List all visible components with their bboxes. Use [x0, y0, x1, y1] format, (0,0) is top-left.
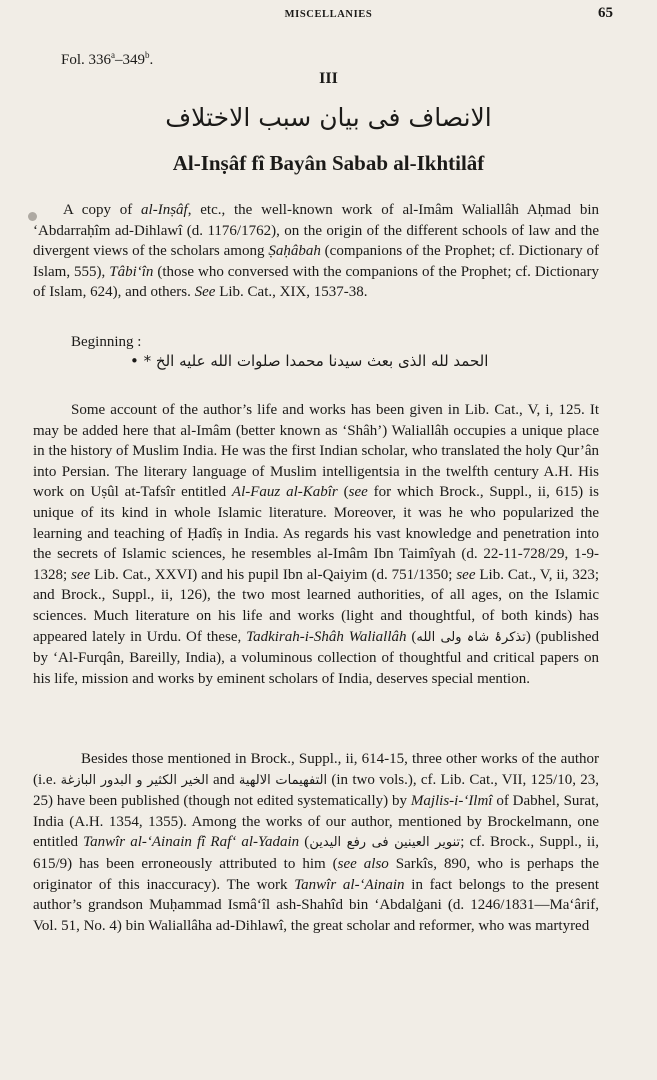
- paragraph-author-account: Some account of the author’s life and works has been given in Lib. Cat., V, i, 125. It may be added here that al-Imâm (better known as ‘Shâh’) Waliallâh occupies a unique place in the history of Muslim India. He was the first Indian scholar, who translated the holy Qur’ân into Persian. The literary language of Muslim intelligentsia in the twelfth century A.H. His work on Uṣûl at-Tafsîr entitled Al-Fauz al-Kabîr (see for which Brock., Suppl., ii, 615) is unique of its kind in whole Islamic literature. Moreover, it was he who popularized the learning and teaching of Ḥadîṣ in India. As regards his vast knowledge and penetration into the secrets of Islamic sciences, he resembles al-Imâm Ibn Taimîyah (d. 22-11-728/29, 1-9-1328; see Lib. Cat., XXVI) and his pupil Ibn al-Qaiyim (d. 751/1350; see Lib. Cat., V, ii, 323; and Brock., Suppl., ii, 126), the two most learned authorities, of all ages, on the Islamic sciences. Much literature on his life and works (light and thoughtful, of both kinds) has appeared lately in Urdu. Of these, Tadkirah-i-Shâh Waliallâh (تذکرۂ شاہ ولی الله) (published by ‘Al-Furqân, Bareilly, India), a voluminous collection of thoughtful and critical papers on his life, mission and works by eminent scholars of India, deserves special mention.: [33, 402, 600, 687]
- latin-title: Al-Inṣâf fî Bayân Sabab al-Ikhtilâf: [172, 151, 485, 175]
- paragraph-description: A copy of al-Inṣâf, etc., the well-known work of al-Imâm Waliallâh Aḥmad bin ‘Abdarraḥîm ad-Dihlawî (d. 1176/1762), on the origin of the different schools of law and the divergent views of the scholars among Ṣaḥâbah (companions of the Prophet; cf. Dictionary of Islam, 555), Tâbi‘în (those who conversed with the companions of the Prophet; cf. Dictionary of Islam, 624), and others. See Lib. Cat., XIX, 1537-38.: [33, 202, 599, 301]
- running-head: MISCELLANIES: [284, 9, 373, 20]
- folio-reference: Fol. 336$^a$–349$^b$.: [61, 50, 154, 68]
- page-number: 65: [598, 5, 613, 21]
- beginning-label: Beginning :: [71, 334, 142, 350]
- section-number: III: [319, 70, 338, 87]
- arabic-title: الانصاف فی بیان سبب الاختلاف: [165, 103, 492, 132]
- beginning-arabic-line: • * الحمد لله الذی بعث سیدنا محمدا صلوات الله علیه الخ: [130, 352, 489, 370]
- paragraph-other-works: Besides those mentioned in Brock., Suppl., ii, 614-15, three other works of the author (i.e. الخیر الکثیر و البدور البازغة and التفهیمات الالهیة (in two vols.), cf. Lib. Cat., VII, 125/10, 23, 25) have been published (though not edited systematically) by Majlis-i-‘Ilmî of Dabhel, Surat, India (A.H. 1354, 1355). Among the works of our author, mentioned by Brockelmann, one entitled Tanwîr al-‘Ainain fî Raf‘ al-Yadain (تنویر العینین فی رفع الیدین; cf. Brock., Suppl., ii, 615/9) has been erroneously attributed to him (see also Sarkîs, 890, who is perhaps the originator of this inaccuracy). The work Tanwîr al-‘Ainain in fact belongs to the present author’s grandson Muḥammad Ismâ‘îl ash-Shahîd bin ‘Abdalġani (d. 1246/1831—Ma‘ârif, Vol. 51, No. 4) bin Waliallâha ad-Dihlawî, the great scholar and reformer, who was martyred: [33, 751, 599, 934]
